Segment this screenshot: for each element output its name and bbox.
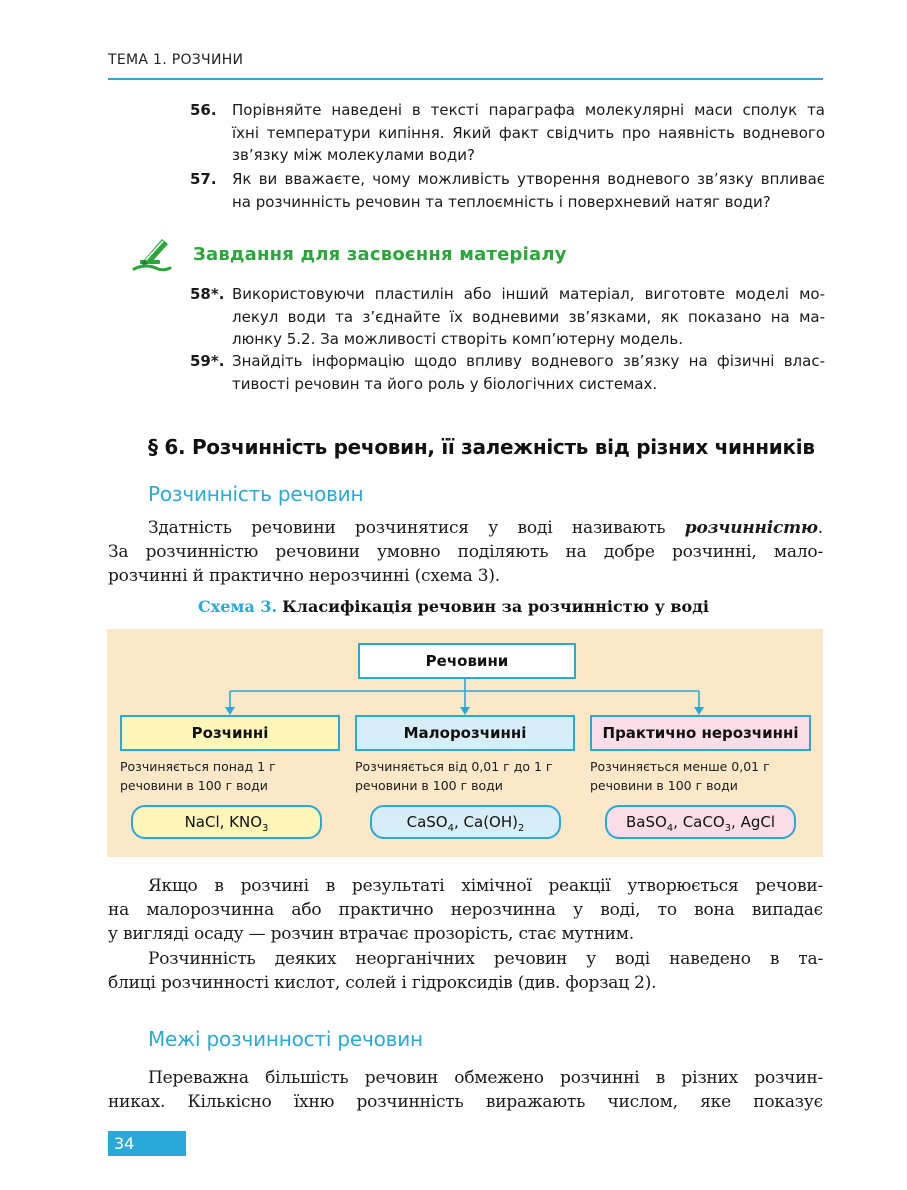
desc-line: Розчиняється менше 0,01 г [590,759,770,774]
running-header: ТЕМА 1. РОЗЧИНИ [108,52,244,68]
category-slightly-soluble-box: Малорозчинні [355,715,575,751]
tasks-heading: Завдання для засвоєння матеріалу [193,244,567,265]
term-solubility: розчинністю [684,518,818,538]
formula-subscript: 2 [518,823,525,834]
question-line: лекул води та з’єднайте їх водневими зв’язками, як показано на ма- [232,307,825,326]
desc-line: речовини в 100 г води [120,778,268,793]
subheading-solubility-limits: Межі розчинності речовин [148,1027,423,1051]
paragraph-line: у вигляді осаду — розчин втрачає прозорість, стає мутним. [108,924,634,944]
question-number: 57. [190,170,217,188]
question-number: 59*. [190,352,225,370]
paragraph-line: никах. Кількісно їхню розчинність виражають числом, яке показує [108,1092,823,1112]
category-slightly-soluble-desc [355,757,575,795]
root-box: Речовини [358,643,576,679]
formula-part: NaCl, KNO [184,813,263,831]
question-line: Використовуючи пластилін або інший матеріал, виготовте моделі мо- [232,285,825,303]
scheme-label: Схема 3. [198,597,278,616]
desc-line: Розчиняється від 0,01 г до 1 г [355,759,553,774]
question-line: Як ви вважаєте, чому можливість утворення водневого зв’язку впливає [232,170,825,188]
category-insoluble-desc [590,757,810,795]
question-line: люнку 5.2. За можливості створіть комп’ютерну модель. [232,330,683,348]
desc-line: речовини в 100 г води [355,778,503,793]
paragraph-line: Переважна більшість речовин обмежено розчинні в різних розчин- [148,1068,823,1088]
formula-part: , Ca(OH) [454,813,518,831]
paragraph-line: Розчинність деяких неорганічних речовин у воді наведено в та- [148,949,823,969]
formula-subscript: 4 [666,823,674,834]
question-number: 56. [190,101,217,119]
page-number: 34 [108,1131,186,1156]
subheading-solubility: Розчинність речовин [148,482,364,506]
question-line: їхні температури кипіння. Який факт свідчить про наявність водневого [232,123,825,142]
question-line: зв’язку між молекулами води? [232,146,476,164]
scheme-caption [0,597,907,616]
paragraph-solubility-table [108,947,823,995]
examples-soluble [131,805,322,839]
question-line: тивості речовин та його роль у біологічних системах. [232,374,658,393]
formula-subscript: 3 [724,823,732,834]
desc-line: Розчиняється понад 1 г [120,759,276,774]
question-line: Порівняйте наведені в тексті параграфа молекулярні маси сполук та [232,101,825,119]
question-line: Знайдіть інформацію щодо впливу водневого зв’язку на фізичні влас- [232,352,825,370]
formula-subscript: 3 [262,823,269,834]
paragraph-line: на малорозчинна або практично нерозчинна у воді, то вона випадає [108,900,823,920]
formula-part: BaSO [625,813,667,831]
question-57 [190,168,825,213]
category-soluble-box: Розчинні [120,715,340,751]
question-59 [190,350,825,395]
text-run: Здатність речовини розчинятися у воді називають [148,518,685,538]
text-run: . [817,518,823,538]
paragraph-limited-solubility [108,1066,823,1114]
question-number: 58*. [190,285,225,303]
formula-part: , CaCO [673,813,725,831]
examples-slightly-soluble [370,805,561,839]
paragraph-line: Якщо в розчині в результаті хімічної реакції утворюється речови- [148,876,823,896]
scheme-diagram [107,629,823,857]
scheme-title: Класифікація речовин за розчинністю у воді [282,597,709,616]
category-soluble-desc [120,757,340,795]
examples-insoluble [605,805,796,839]
section-heading: § 6. Розчинність речовин, її залежність від різних чинників [148,435,815,459]
formula-part: , AgCl [731,813,775,831]
formula-part: CaSO [406,813,448,831]
formula-subscript: 4 [447,823,454,834]
category-insoluble-box: Практично нерозчинні [590,715,811,751]
desc-line: речовини в 100 г води [590,778,738,793]
paragraph-line: блиці розчинності кислот, солей і гідроксидів (див. форзац 2). [108,973,657,993]
pencil-writing-icon [132,236,172,272]
question-58 [190,283,825,351]
header-rule [108,78,823,80]
question-line: на розчинність речовин та теплоємність і поверхневий натяг води? [232,192,771,211]
paragraph-line: За розчинністю речовини умовно поділяють на добре розчинні, мало- [108,542,823,562]
question-56 [190,99,825,167]
paragraph-line: розчинні й практично нерозчинні (схема 3). [108,566,500,586]
paragraph-solubility-definition [108,516,823,588]
paragraph-precipitate [108,874,823,946]
